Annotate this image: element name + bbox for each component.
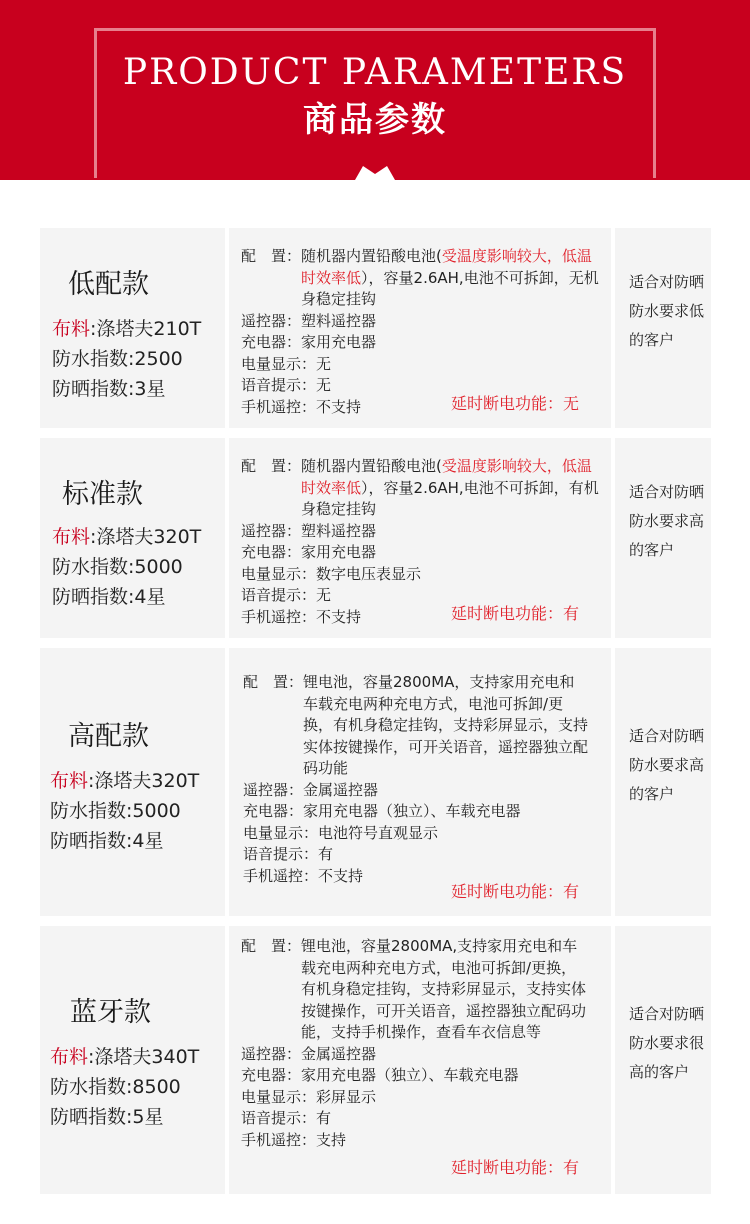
battery-display-label: 电量显示： [241,354,317,373]
model-cell [40,926,225,1194]
fabric-value: :涤塔夫340T [88,1046,200,1068]
customer-cell [615,438,711,638]
model-specs [52,314,201,404]
charger-value: 家用充电器 [301,543,377,561]
customer-text: 适合对防晒防水要求高的客户 [629,727,705,803]
remote-value: 金属遥控器 [303,780,379,799]
product-row-standard [40,438,711,638]
config-label: 配 置： [241,247,302,265]
fabric-label: 布料 [50,1046,89,1068]
charger-value: 家用充电器 [301,333,377,351]
waterproof-index: 防水指数:5000 [50,800,181,822]
model-specs [50,1042,199,1132]
model-specs [52,522,201,612]
voice-label: 语音提示： [241,586,317,604]
fabric-value: :涤塔夫210T [90,318,202,340]
phone-value: 不支持 [316,607,362,626]
phone-value: 不支持 [318,866,364,885]
voice-label: 语音提示： [243,845,319,863]
delay-power-off: 延时断电功能：有 [450,882,579,901]
fabric-label: 布料 [50,770,89,792]
battery-display-value: 无 [316,354,332,373]
phone-label: 手机遥控： [241,607,317,626]
fabric-value: :涤塔夫320T [88,770,200,792]
customer-text: 适合对防晒防水要求低的客户 [629,273,705,349]
product-row-low [40,228,711,428]
charger-value: 家用充电器（独立）、车载充电器 [301,1066,519,1084]
sunproof-index: 防晒指数:4星 [50,830,164,852]
customer-cell [615,228,711,428]
customer-text: 适合对防晒防水要求高的客户 [629,483,705,559]
customer-cell [615,648,711,916]
config-cell [229,228,611,428]
voice-label: 语音提示： [241,376,317,394]
model-cell [40,438,225,638]
remote-label: 遥控器： [241,521,302,540]
config-text: 锂电池，容量2800MA，支持家用充电和车载充电两种充电方式，电池可拆卸/更换，有机身稳定挂钩，支持彩屏显示，支持实体按键操作，可开关语音，遥控器独立配码功能 [303,673,589,777]
waterproof-index: 防水指数:5000 [52,556,183,578]
charger-value: 家用充电器（独立）、车载充电器 [303,802,521,820]
down-arrow-icon [355,160,395,180]
voice-value: 无 [316,586,332,604]
config-list [241,936,591,1151]
model-name: 低配款 [68,269,149,300]
remote-value: 塑料遥控器 [301,311,377,330]
battery-display-value: 数字电压表显示 [316,564,422,583]
waterproof-index: 防水指数:2500 [52,348,183,370]
config-text: 随机器内置铅酸电池( [301,457,442,475]
config-label: 配 置： [243,673,304,691]
model-name: 蓝牙款 [70,997,151,1028]
waterproof-index: 防水指数:8500 [50,1076,181,1098]
config-cell [229,648,611,916]
config-text: 锂电池，容量2800MA,支持家用充电和车载充电两种充电方式，电池可拆卸/更换，有机身稳定挂钩，支持彩屏显示，支持实体按键操作，可开关语音，遥控器独立配码功能，支持手机操作，查看车衣信息等 [301,937,587,1041]
model-cell [40,228,225,428]
model-cell [40,648,225,916]
customer-cell [615,926,711,1194]
sunproof-index: 防晒指数:3星 [52,378,166,400]
voice-value: 有 [318,845,334,863]
battery-display-label: 电量显示： [241,564,317,583]
config-label: 配 置： [241,937,302,955]
model-name: 标准款 [62,479,143,510]
page-title-en: PRODUCT PARAMETERS [122,52,628,93]
remote-value: 塑料遥控器 [301,521,377,540]
config-cell [229,926,611,1194]
voice-value: 无 [316,376,332,394]
config-text: 随机器内置铅酸电池( [301,247,442,265]
model-specs [50,766,199,856]
page-title-cn: 商品参数 [303,100,447,140]
config-list [243,672,589,887]
charger-label: 充电器： [241,1066,302,1084]
fabric-label: 布料 [52,318,91,340]
delay-power-off: 延时断电功能：有 [450,1158,579,1177]
phone-label: 手机遥控： [243,866,319,885]
config-text-post: ），容量2.6AH,电池不可拆卸，无机身稳定挂钩 [301,268,599,308]
product-row-high [40,648,711,916]
fabric-label: 布料 [52,526,91,548]
charger-label: 充电器： [243,802,304,820]
remote-label: 遥控器： [241,1044,302,1063]
phone-label: 手机遥控： [241,1130,317,1149]
voice-label: 语音提示： [241,1109,317,1127]
remote-label: 遥控器： [243,780,304,799]
model-name: 高配款 [68,721,149,752]
delay-power-off: 延时断电功能：无 [450,394,579,413]
voice-value: 有 [316,1109,332,1127]
remote-label: 遥控器： [241,311,302,330]
config-cell [229,438,611,638]
customer-text: 适合对防晒防水要求很高的客户 [629,1005,705,1081]
fabric-value: :涤塔夫320T [90,526,202,548]
product-row-bluetooth [40,926,711,1194]
delay-power-off: 延时断电功能：有 [450,604,579,623]
battery-display-value: 彩屏显示 [316,1087,377,1106]
battery-display-value: 电池符号直观显示 [318,823,439,842]
config-warning: 受温度影响较大，低温时效率低 [301,247,592,287]
phone-label: 手机遥控： [241,397,317,416]
charger-label: 充电器： [241,333,302,351]
header-banner [0,0,750,180]
config-label: 配 置： [241,457,302,475]
sunproof-index: 防晒指数:5星 [50,1106,164,1128]
phone-value: 支持 [316,1130,347,1149]
charger-label: 充电器： [241,543,302,561]
config-text-post: ），容量2.6AH,电池不可拆卸，有机身稳定挂钩 [301,478,599,518]
battery-display-label: 电量显示： [241,1087,317,1106]
sunproof-index: 防晒指数:4星 [52,586,166,608]
config-warning: 受温度影响较大，低温时效率低 [301,457,592,497]
phone-value: 不支持 [316,397,362,416]
battery-display-label: 电量显示： [243,823,319,842]
remote-value: 金属遥控器 [301,1044,377,1063]
